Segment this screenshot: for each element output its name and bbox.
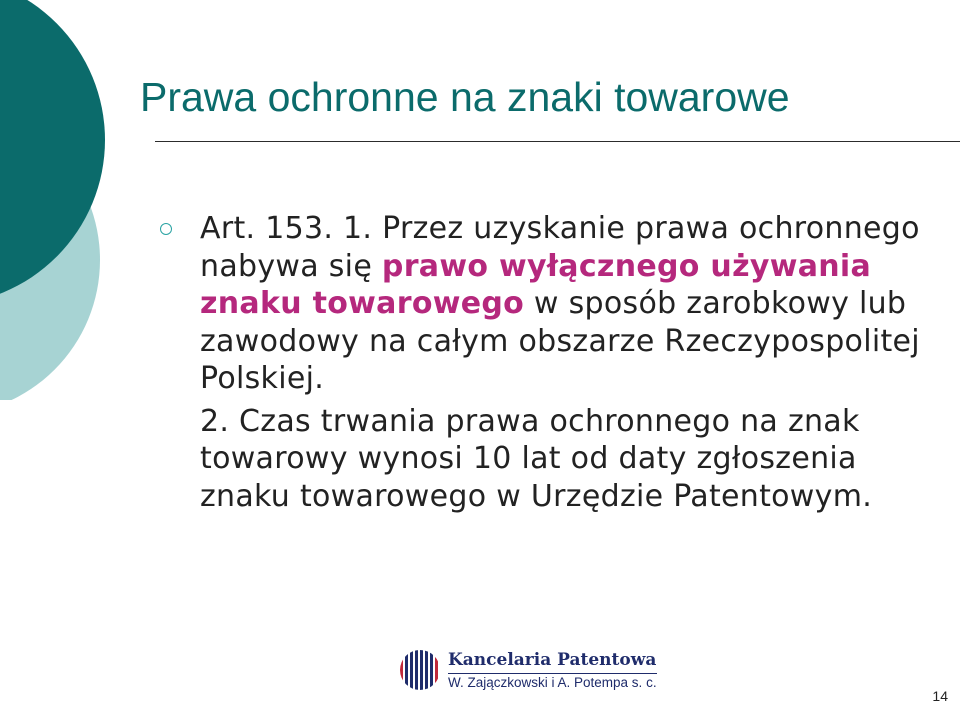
- slide-title: Prawa ochronne na znaki towarowe: [140, 74, 790, 120]
- highlighted-phrase: prawo wyłącznego używania znaku towarowego: [200, 248, 872, 321]
- paragraph-1-text-end: w sposób zarobkowy lub zawodowy na całym obszarze Rzeczypospolitej Polskiej.: [200, 286, 920, 396]
- page-number: 14: [932, 688, 948, 704]
- striped-globe-icon: [398, 648, 442, 692]
- logo-subtitle: W. Zajączkowski i A. Potempa s. c.: [448, 675, 657, 690]
- kancelaria-logo: [398, 648, 658, 694]
- paragraph-protection-duration: 2. Czas trwania prawa ochronnego na znak towarowy wynosi 10 lat od daty zgłoszenia znaku towarowego w Urzędzie Patentowym.: [200, 403, 873, 514]
- decorative-circles: [0, 0, 140, 400]
- logo-name: Kancelaria Patentowa: [448, 650, 657, 670]
- paragraph-1-text-start: Art. 153. 1. Przez uzyskanie prawa ochronnego nabywa się: [200, 211, 920, 284]
- paragraph-article-153: [200, 210, 945, 398]
- title-divider: [155, 141, 960, 142]
- hollow-circle-bullet-icon: [160, 223, 172, 235]
- slide-body: [200, 210, 945, 515]
- logo-text: [448, 650, 657, 690]
